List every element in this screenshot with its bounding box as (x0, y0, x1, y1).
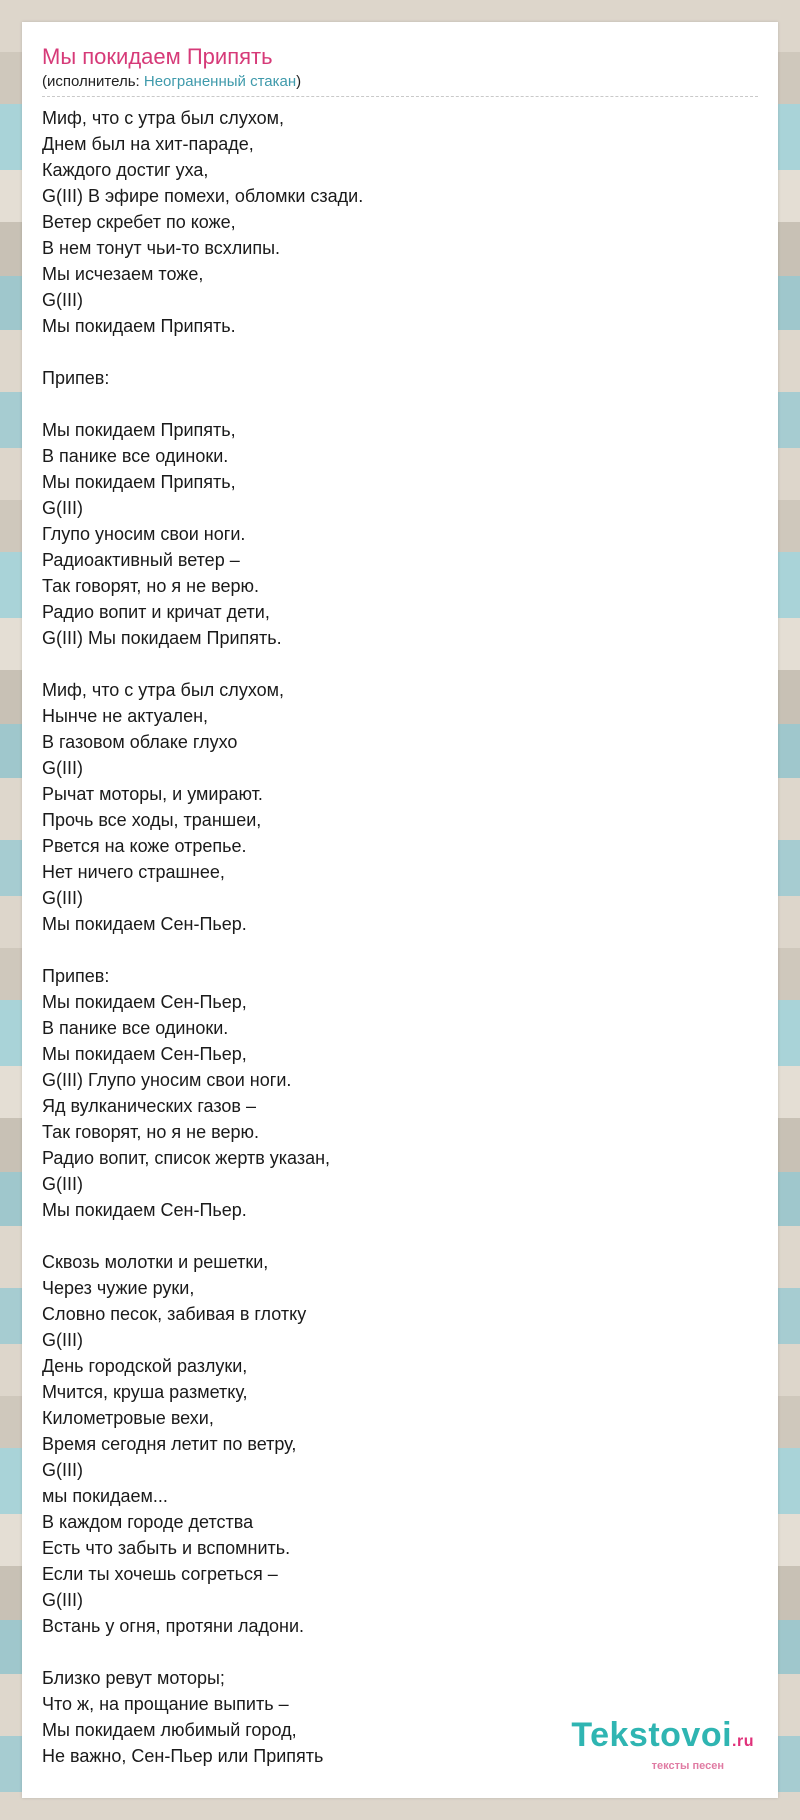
lyric-line: В каждом городе детства (42, 1512, 254, 1532)
song-title: Мы покидаем Припять (42, 44, 273, 69)
lyric-line: Днем был на хит-параде, (42, 134, 254, 154)
lyric-line: Если ты хочешь согреться – (42, 1564, 278, 1584)
lyric-line: Миф, что с утра был слухом, (42, 680, 284, 700)
lyric-line: Через чужие руки, (42, 1278, 195, 1298)
lyric-line: Радиоактивный ветер – (42, 550, 240, 570)
lyric-line: Мы покидаем Сен-Пьер, (42, 992, 247, 1012)
lyric-line: Время сегодня летит по ветру, (42, 1434, 297, 1454)
lyric-line: Встань у огня, протяни ладони. (42, 1616, 305, 1636)
lyric-line: Нынче не актуален, (42, 706, 209, 726)
lyric-line: Рычат моторы, и умирают. (42, 784, 263, 804)
lyric-blank-line (42, 339, 758, 365)
lyric-line: Каждого достиг уха, (42, 160, 209, 180)
lyric-line: В панике все одиноки. (42, 1018, 229, 1038)
lyric-line: Мы исчезаем тоже, (42, 264, 204, 284)
lyric-line: Припев: (42, 966, 110, 986)
lyric-line: В газовом облаке глухо (42, 732, 238, 752)
lyric-line: G(III) (42, 1460, 83, 1480)
lyric-line: G(III) (42, 758, 83, 778)
lyric-blank-line (42, 937, 758, 963)
lyric-line: G(III) Глупо уносим свои ноги. (42, 1070, 292, 1090)
lyric-line: В нем тонут чьи-то всхлипы. (42, 238, 281, 258)
artist-prefix: (исполнитель: (42, 73, 144, 90)
lyric-line: Миф, что с утра был слухом, (42, 108, 284, 128)
lyric-line: Рвется на коже отрепье. (42, 836, 247, 856)
lyric-line: Не важно, Сен-Пьер или Припять (42, 1746, 324, 1766)
lyric-line: Припев: (42, 368, 110, 388)
lyric-line: Мы покидаем Сен-Пьер. (42, 1200, 247, 1220)
lyric-line: Мы покидаем Сен-Пьер, (42, 1044, 247, 1064)
lyric-line: Близко ревут моторы; (42, 1668, 225, 1688)
lyric-line: G(III) (42, 1590, 83, 1610)
lyric-blank-line (42, 1223, 758, 1249)
lyric-blank-line (42, 1639, 758, 1665)
lyric-line: G(III) (42, 1174, 83, 1194)
lyric-line: Сквозь молотки и решетки, (42, 1252, 269, 1272)
lyric-line: Словно песок, забивая в глотку (42, 1304, 307, 1324)
lyric-line: G(III) В эфире помехи, обломки сзади. (42, 186, 364, 206)
lyric-line: G(III) (42, 498, 83, 518)
lyric-line: G(III) (42, 290, 83, 310)
lyric-line: Прочь все ходы, траншеи, (42, 810, 262, 830)
lyric-line: Мы покидаем Припять, (42, 420, 236, 440)
lyric-line: Так говорят, но я не верю. (42, 1122, 259, 1142)
lyrics-body (42, 105, 758, 1769)
lyric-line: мы покидаем... (42, 1486, 168, 1506)
lyric-line: Мы покидаем любимый город, (42, 1720, 297, 1740)
lyric-line: Радио вопит, список жертв указан, (42, 1148, 331, 1168)
logo-name: Tekstovoi (571, 1716, 733, 1754)
artist-line (42, 72, 758, 97)
lyric-line: G(III) Мы покидаем Припять. (42, 628, 282, 648)
logo-suffix: .ru (732, 1733, 754, 1750)
lyric-line: Километровые вехи, (42, 1408, 214, 1428)
lyric-line: Мы покидаем Припять, (42, 472, 236, 492)
lyric-line: G(III) (42, 888, 83, 908)
lyric-line: Нет ничего страшнее, (42, 862, 225, 882)
lyric-line: Глупо уносим свои ноги. (42, 524, 246, 544)
logo-tagline: тексты песен (651, 1760, 724, 1772)
artist-link[interactable]: Неограненный стакан (143, 73, 297, 90)
lyrics-card (22, 22, 778, 1798)
lyric-blank-line (42, 651, 758, 677)
lyric-blank-line (42, 391, 758, 417)
lyric-line: Яд вулканических газов – (42, 1096, 256, 1116)
tekstovoi-logo[interactable] (571, 1717, 754, 1772)
lyric-line: Есть что забыть и вспомнить. (42, 1538, 291, 1558)
lyric-line: День городской разлуки, (42, 1356, 248, 1376)
lyric-line: Так говорят, но я не верю. (42, 576, 259, 596)
lyric-line: Ветер скребет по коже, (42, 212, 236, 232)
lyric-line: Мы покидаем Сен-Пьер. (42, 914, 247, 934)
lyric-line: В панике все одиноки. (42, 446, 229, 466)
lyric-line: G(III) (42, 1330, 83, 1350)
lyric-line: Что ж, на прощание выпить – (42, 1694, 289, 1714)
lyric-line: Мчится, круша разметку, (42, 1382, 248, 1402)
artist-suffix: ) (296, 73, 302, 90)
lyric-line: Мы покидаем Припять. (42, 316, 236, 336)
lyric-line: Радио вопит и кричат дети, (42, 602, 270, 622)
